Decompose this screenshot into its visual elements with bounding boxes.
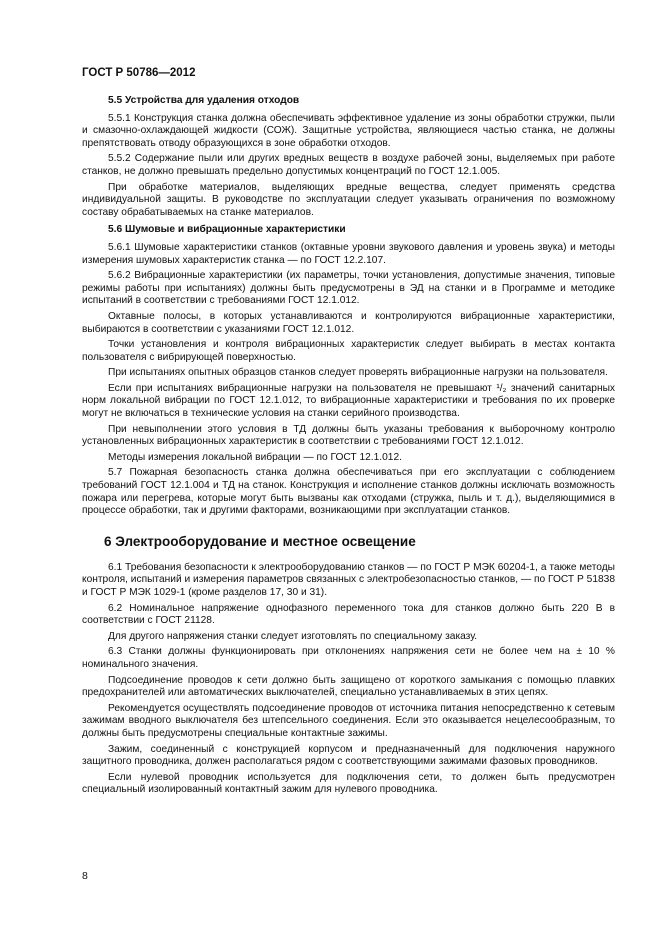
paragraph: 5.5.1 Конструкция станка должна обеспечивать эффективное удаление из зоны обработки стружки, пыли и смазочно-охлаждающей жидкости (СОЖ). Защитные устройства, являющиеся частью станка, не должны препятствовать отводу образующихся в зоне обработки отходов. <box>82 112 615 149</box>
paragraph: 5.5.2 Содержание пыли или других вредных веществ в воздухе рабочей зоны, выделяемых при работе станков, не должно превышать предельно допустимых концентраций по ГОСТ 12.1.005. <box>82 153 615 177</box>
paragraph: Для другого напряжения станки следует изготовлять по специальному заказу. <box>108 630 478 642</box>
paragraph: 6.2 Номинальное напряжение однофазного переменного тока для станков должно быть 220 В в соответствии с ГОСТ 21128. <box>82 602 615 627</box>
document-body <box>82 95 615 800</box>
page-number: 8 <box>82 870 88 882</box>
section-heading-6: 6 Электрооборудование и местное освещение <box>104 533 416 549</box>
paragraph: Рекомендуется осуществлять подсоединение проводов от источника питания непосредственно к сетевым зажимам вводного выключателя без штепсельного соединения. Если это оказывается нецелесообразным, то должны быть предусмотрены специальные контактные зажимы. <box>82 702 615 739</box>
paragraph: При обработке материалов, выделяющих вредные вещества, следует применять средства индивидуальной защиты. В руководстве по эксплуатации следует указывать ограничения по возможному составу обрабатываемых на станке материалов. <box>82 181 615 218</box>
document-header: ГОСТ Р 50786—2012 <box>82 67 196 79</box>
section-heading-5-6: 5.6 Шумовые и вибрационные характеристики <box>108 224 346 236</box>
paragraph: Если при испытаниях вибрационные нагрузки на пользователя не превышают ¹/₂ значений санитарных норм локальной вибрации по ГОСТ 12.1.012, то вибрационные характеристики и требования по их проверке могут не включаться в технические условия на станки серийного производства. <box>82 382 615 420</box>
paragraph: 5.6.1 Шумовые характеристики станков (октавные уровни звукового давления и уровень звука) и методы измерения шумовых характеристик станка — по ГОСТ 12.2.107. <box>82 241 615 266</box>
paragraph: Подсоединение проводов к сети должно быть защищено от короткого замыкания с помощью плавких предохранителей или автоматических выключателей, специально устанавливаемых в этих цепях. <box>82 674 615 699</box>
paragraph: 6.3 Станки должны функционировать при отклонениях напряжения сети не более чем на ± 10 % номинального значения. <box>82 646 615 670</box>
paragraph: При невыполнении этого условия в ТД должны быть указаны требования к выборочному контролю установленных вибрационных характеристик в соответствии с требованиями ГОСТ 12.1.012. <box>82 423 615 448</box>
paragraph: Октавные полосы, в которых устанавливаются и контролируются вибрационные характеристики, выбираются в соответствии с указаниями ГОСТ 12.1.012. <box>82 310 615 335</box>
paragraph: Зажим, соединенный с конструкцией корпусом и предназначенный для подключения наружного защитного проводника, должен располагаться рядом с соответствующими зажимами фазовых проводников. <box>82 743 615 768</box>
paragraph: 6.1 Требования безопасности к электрооборудованию станков — по ГОСТ Р МЭК 60204-1, а также методы контроля, испытаний и измерения параметров связанных с электробезопасностью станков, — по ГОСТ Р 51838 и ГОСТ Р МЭК 1029-1 (кроме разделов 17, 30 и 31). <box>82 561 615 598</box>
section-heading-5-5: 5.5 Устройства для удаления отходов <box>108 95 300 106</box>
paragraph: Методы измерения локальной вибрации — по ГОСТ 12.1.012. <box>108 451 402 463</box>
paragraph: 5.6.2 Вибрационные характеристики (их параметры, точки установления, допустимые значения, типовые режимы работы при испытаниях) должны быть предусмотрены в ЭД на станки и в Программе и методике испытаний в соответствии с требованиями ГОСТ 12.1.012. <box>82 270 615 307</box>
paragraph: При испытаниях опытных образцов станков следует проверять вибрационные нагрузки на пользователя. <box>108 367 608 379</box>
paragraph: 5.7 Пожарная безопасность станка должна обеспечиваться при его эксплуатации с соблюдением требований ГОСТ 12.1.004 и ТД на станок. Конструкция и исполнение станков должны исключать возможность пожара или перегрева, которые могут быть вызваны как отходами (стружка, пыль и т. д.), выделяющимися в процессе обработки, так и другими факторами, возникающими при эксплуатации станков. <box>82 467 615 517</box>
paragraph: Если нулевой проводник используется для подключения сети, то должен быть предусмотрен специальный изолированный контактный зажим для нулевого проводника. <box>82 771 615 796</box>
paragraph: Точки установления и контроля вибрационных характеристик следует выбирать в местах контакта пользователя с вибрирующей поверхностью. <box>82 339 615 363</box>
